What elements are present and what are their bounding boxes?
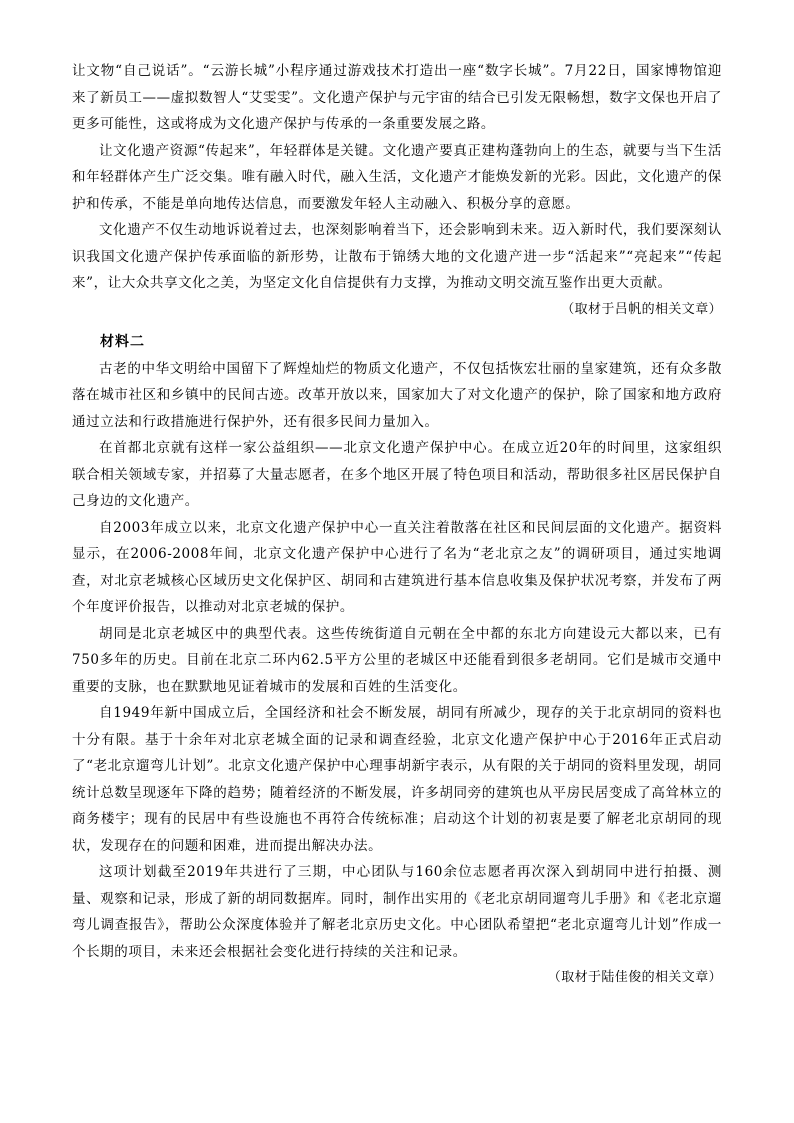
material1-source: （取材于吕帆的相关文章）: [561, 301, 722, 317]
material2-paragraph-1: 古老的中华文明给中国留下了辉煌灿烂的物质文化遗产，不仅包括恢宏壮丽的皇家建筑，还有众多散落在城市社区和乡镇中的民间古迹。改革开放以来，国家加大了对文化遗产的保护，除了国家和地方政府通过立法和行政措施进行保护外，还有很多民间力量加入。: [72, 360, 722, 430]
material2-paragraph-4: 胡同是北京老城区中的典型代表。这些传统街道自元朝在全中都的东北方向建设元大都以来，已有750多年的历史。目前在北京二环内62.5平方公里的老城区中还能看到很多老胡同。它们是城市交通中重要的支脉，也在默默地见证着城市的发展和百姓的生活变化。: [72, 625, 722, 695]
material2-paragraph-5: 自1949年新中国成立后，全国经济和社会不断发展，胡同有所减少，现存的关于北京胡同的资料也十分有限。基于十余年对北京老城全面的记录和调查经验，北京文化遗产保护中心于2016年正式启动了“老北京遛弯儿计划”。北京文化遗产保护中心理事胡新宇表示，从有限的关于胡同的资料里发现，胡同统计总数呈现逐年下降的趋势；随着经济的不断发展，许多胡同旁的建筑也从平房民居变成了高耸林立的商务楼宇；现有的民居中有些设施也不再符合传统标准；启动这个计划的初衷是要了解老北京胡同的现状，发现存在的问题和困难，进而提出解决办法。: [72, 705, 722, 854]
material2-paragraph-2: 在首都北京就有这样一家公益组织——北京文化遗产保护中心。在成立近20年的时间里，这家组织联合相关领域专家，并招募了大量志愿者，在多个地区开展了特色项目和活动，帮助很多社区居民保护自己身边的文化遗产。: [72, 440, 722, 509]
material1-paragraph-3: 文化遗产不仅生动地诉说着过去，也深刻影响着当下，还会影响到未来。迈入新时代，我们要深刻认识我国文化遗产保护传承面临的新形势，让散布于锦绣大地的文化遗产进一步“活起来”“亮起来”“传起来”，让大众共享文化之美，为坚定文化自信提供有力支撑，为推动文明交流互鉴作出更大贡献。: [72, 222, 722, 291]
document-page: [72, 58, 722, 992]
material2-heading: 材料二: [100, 334, 145, 350]
material2-paragraph-6: 这项计划截至2019年共进行了三期，中心团队与160余位志愿者再次深入到胡同中进行拍摄、测量、观察和记录，形成了新的胡同数据库。同时，制作出实用的《老北京胡同遛弯儿手册》和《老北京遛弯儿调查报告》，帮助公众深度体验并了解老北京历史文化。中心团队希望把“老北京遛弯儿计划”作成一个长期的项目，未来还会根据社会变化进行持续的关注和记录。: [72, 864, 722, 960]
material1-paragraph-1: 让文物“自己说话”。“云游长城”小程序通过游戏技术打造出一座“数字长城”。7月22日，国家博物馆迎来了新员工——虚拟数智人“艾雯雯”。文化遗产保护与元宇宙的结合已引发无限畅想，数字文保也开启了更多可能性，这或将成为文化遗产保护与传承的一条重要发展之路。: [72, 63, 722, 132]
material2-source: （取材于陆佳俊的相关文章）: [547, 970, 722, 985]
material1-paragraph-2: 让文化遗产资源“传起来”，年轻群体是关键。文化遗产要真正建构蓬勃向上的生态，就要与当下生活和年轻群体产生广泛交集。唯有融入时代，融入生活，文化遗产才能焕发新的光彩。因此，文化遗产的保护和传承，不能是单向地传达信息，而要激发年轻人主动融入、积极分享的意愿。: [72, 142, 722, 212]
material2-paragraph-3: 自2003年成立以来，北京文化遗产保护中心一直关注着散落在社区和民间层面的文化遗产。据资料显示，在2006-2008年间，北京文化遗产保护中心进行了名为“老北京之友”的调研项目，通过实地调查，对北京老城核心区域历史文化保护区、胡同和古建筑进行基本信息收集及保护状况考察，并发布了两个年度评价报告，以推动对北京老城的保护。: [72, 519, 722, 615]
